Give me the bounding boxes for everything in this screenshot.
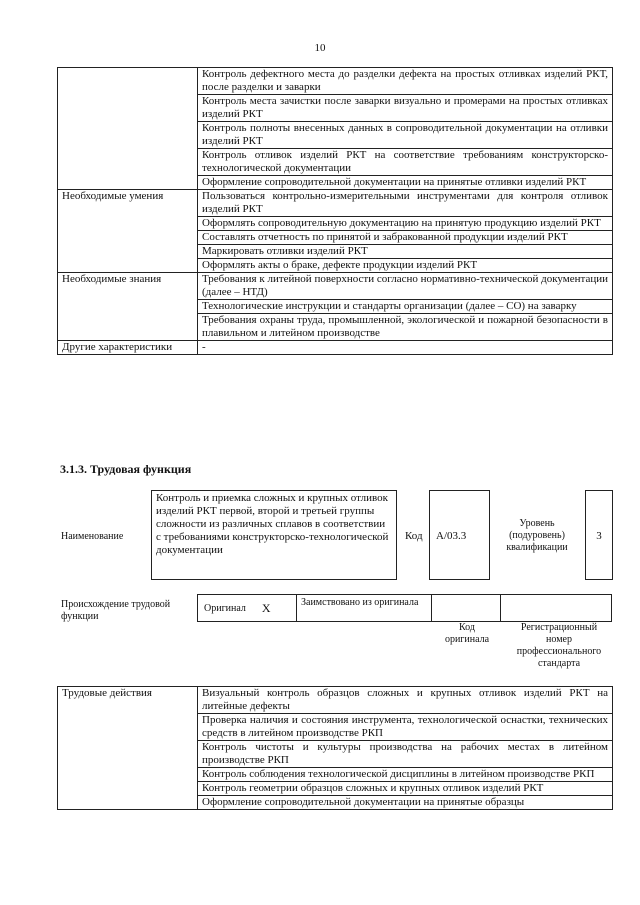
- reg-number-cell: [500, 594, 612, 622]
- table-cell: Оформление сопроводительной документации на принятые отливки изделий РКТ: [198, 176, 613, 190]
- function-name-box: Контроль и приемка сложных и крупных отливок изделий РКТ первой, второй и третьей группы сложности из различных сплавов в соответствии с требованиями конструкторско-технологической документации: [151, 490, 397, 580]
- table-cell: Контроль геометрии образцов сложных и крупных отливок изделий РКТ: [198, 782, 613, 796]
- table-cell: Составлять отчетность по принятой и забракованной продукции изделий РКТ: [198, 231, 613, 245]
- reg-number-label: Регистрационный номер профессионального стандарта: [516, 622, 602, 669]
- original-label: Оригинал: [204, 602, 246, 614]
- row-label-actions: Трудовые действия: [58, 687, 198, 810]
- row-label-skills: Необходимые умения: [58, 190, 198, 273]
- table-row: [58, 68, 613, 95]
- table-cell: -: [198, 341, 613, 355]
- level-label: Уровень (подуровень) квалификации: [506, 518, 568, 553]
- origin-label: Происхождение трудовой функции: [61, 599, 171, 622]
- table-cell: Контроль полноты внесенных данных в сопроводительной документации на отливки изделий РКТ: [198, 122, 613, 149]
- table-row: [58, 687, 613, 714]
- row-label: [58, 68, 198, 190]
- competency-table: [57, 67, 613, 355]
- code-original-label: Код оригинала: [444, 622, 490, 645]
- table-cell: Пользоваться контрольно-измерительными инструментами для контроля отливок изделий РКТ: [198, 190, 613, 217]
- code-label: Код: [405, 530, 423, 542]
- name-label: Наименование: [61, 531, 124, 542]
- table-cell: Требования охраны труда, промышленной, экологической и пожарной безопасности в плавильном и литейном производстве: [198, 314, 613, 341]
- table-cell: Проверка наличия и состояния инструмента, технологической оснастки, технических средств в литейном производстве РКП: [198, 714, 613, 741]
- table-cell: Оформлять акты о браке, дефекте продукции изделий РКТ: [198, 259, 613, 273]
- original-cell: [197, 594, 297, 622]
- row-label-other: Другие характеристики: [58, 341, 198, 355]
- origin-row: [197, 594, 613, 622]
- borrowed-cell: Заимствовано из оригинала: [296, 594, 432, 622]
- labor-actions-table: [57, 686, 613, 810]
- table-cell: Контроль места зачистки после заварки визуально и промерами на простых отливках изделий РКТ: [198, 95, 613, 122]
- table-row: [58, 190, 613, 217]
- table-cell: Визуальный контроль образцов сложных и крупных отливок изделий РКТ на литейные дефекты: [198, 687, 613, 714]
- table-cell: Контроль чистоты и культуры производства на рабочих местах в литейном производстве РКП: [198, 741, 613, 768]
- original-mark: X: [261, 600, 271, 615]
- page-number: 10: [314, 42, 326, 54]
- section-title: 3.1.3. Трудовая функция: [60, 462, 192, 476]
- table-cell: Контроль дефектного места до разделки дефекта на простых отливках изделий РКТ, после разделки и заварки: [198, 68, 613, 95]
- table-cell: Контроль отливок изделий РКТ на соответствие требованиям конструкторско-технологической документации: [198, 149, 613, 176]
- table-cell: Контроль соблюдения технологической дисциплины в литейном производстве РКП: [198, 768, 613, 782]
- table-cell: Оформление сопроводительной документации на принятые образцы: [198, 796, 613, 810]
- level-value-box: 3: [585, 490, 613, 580]
- table-cell: Оформлять сопроводительную документацию на принятую продукцию изделий РКТ: [198, 217, 613, 231]
- code-original-cell: [431, 594, 501, 622]
- table-row: [58, 341, 613, 355]
- code-value-box: А/03.3: [429, 490, 490, 580]
- table-row: [58, 273, 613, 300]
- table-cell: Требования к литейной поверхности согласно нормативно-технической документации (далее – НТД): [198, 273, 613, 300]
- table-cell: Маркировать отливки изделий РКТ: [198, 245, 613, 259]
- row-label-knowledge: Необходимые знания: [58, 273, 198, 341]
- table-cell: Технологические инструкции и стандарты организации (далее – СО) на заварку: [198, 300, 613, 314]
